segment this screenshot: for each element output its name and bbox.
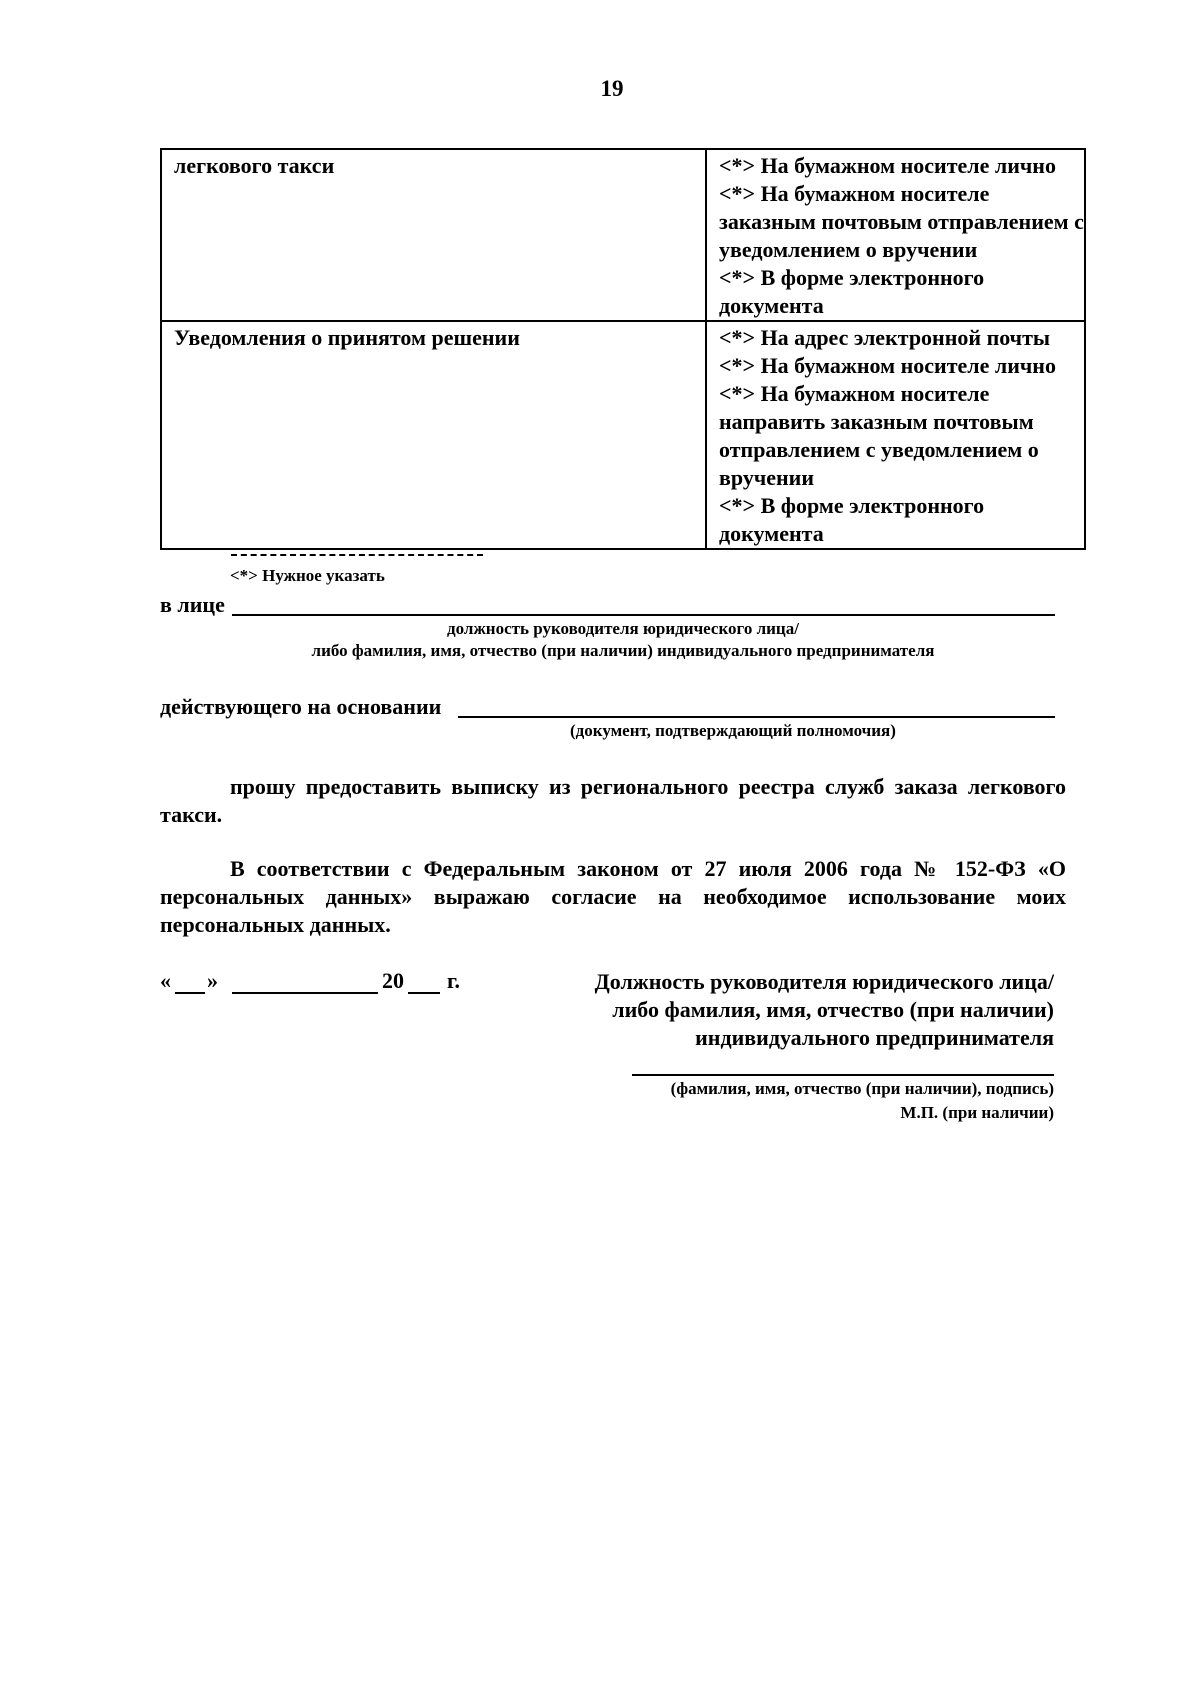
option-line: заказным почтовым отправлением с (719, 209, 1084, 234)
signature-line[interactable] (632, 1074, 1054, 1076)
date-close-quote: » (207, 968, 218, 993)
request-paragraph: прошу предоставить выписку из регионального реестра служб заказа легкового такси. (160, 774, 1066, 827)
basis-input-line[interactable] (458, 716, 1055, 718)
date-day-field[interactable] (175, 992, 205, 994)
delivery-options-cell (706, 321, 1085, 549)
date-year-prefix: 20 (382, 968, 404, 993)
option-line: <*> На бумажном носителе лично (719, 353, 1056, 378)
basis-caption: (документ, подтверждающий полномочия) (570, 721, 896, 740)
option-line: вручении (719, 465, 815, 490)
table-row (161, 321, 1085, 549)
option-line: <*> На бумажном носителе (719, 181, 990, 206)
page-number: 19 (600, 76, 624, 101)
option-line: документа (719, 293, 824, 318)
representative-caption-line1: должность руководителя юридического лица/ (447, 619, 799, 638)
option-line: <*> На бумажном носителе лично (719, 153, 1056, 178)
delivery-options-cell (706, 149, 1085, 321)
option-line: уведомлением о вручении (719, 237, 978, 262)
date-year-suffix: г. (447, 968, 461, 993)
basis-label: действующего на основании (160, 694, 442, 719)
consent-paragraph: В соответствии с Федеральным законом от 27 июля 2006 года № 152-ФЗ «О персональных данных» выражаю согласие на необходимое использование моих персональных данных. (160, 856, 1066, 937)
signer-line2: либо фамилия, имя, отчество (при наличии) (612, 997, 1054, 1022)
signature-caption: (фамилия, имя, отчество (при наличии), подпись) (670, 1079, 1054, 1098)
footnote-separator (231, 554, 483, 556)
date-year-field[interactable] (408, 992, 440, 994)
option-line: направить заказным почтовым (719, 409, 1034, 434)
table-row (161, 149, 1085, 321)
date-open-quote: « (160, 968, 171, 993)
delivery-methods-table (160, 148, 1086, 550)
option-line: <*> В форме электронного (719, 493, 985, 518)
signer-line3: индивидуального предпринимателя (695, 1025, 1054, 1050)
stamp-note: М.П. (при наличии) (900, 1103, 1054, 1122)
representative-input-line[interactable] (232, 614, 1055, 616)
representative-caption-line2: либо фамилия, имя, отчество (при наличии) индивидуального предпринимателя (311, 641, 935, 660)
document-name-cell: Уведомления о принятом решении (161, 321, 706, 549)
option-line: <*> В форме электронного (719, 265, 985, 290)
option-line: <*> На адрес электронной почты (719, 325, 1051, 350)
option-line: отправлением с уведомлением о (719, 437, 1039, 462)
option-line: <*> На бумажном носителе (719, 381, 990, 406)
option-line: документа (719, 521, 824, 546)
representative-label: в лице (160, 592, 225, 617)
date-month-field[interactable] (232, 992, 378, 994)
signer-line1: Должность руководителя юридического лица/ (594, 969, 1054, 994)
footnote: <*> Нужное указать (230, 566, 385, 585)
document-name-cell: легкового такси (161, 149, 706, 321)
